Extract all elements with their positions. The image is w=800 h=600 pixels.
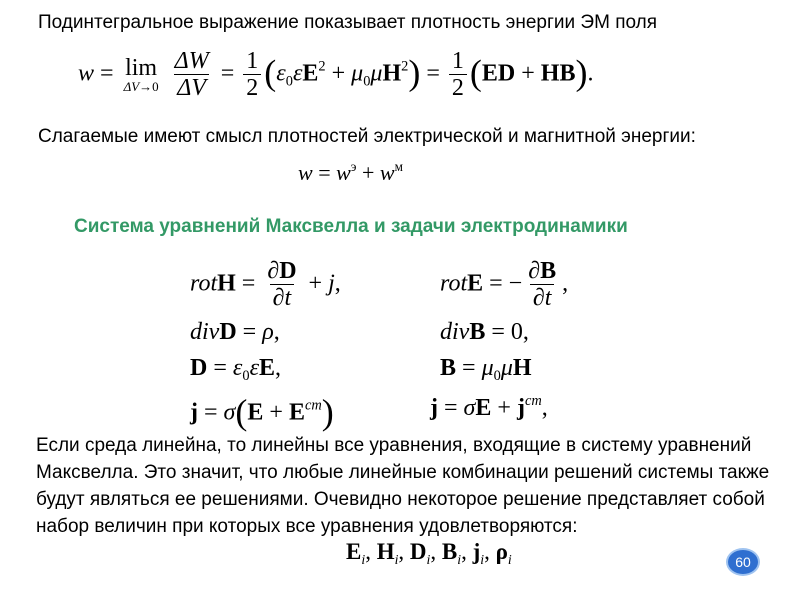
div-b-equation: divB = 0, — [440, 319, 529, 345]
rot-h-equation: rotH = $\frac{\partial D}{\partial t}$ + j, — [190, 258, 341, 312]
solution-set-formula: $E_i$, $H_i$, $D_i$, $B_i$, $j_i$, $\rho_i$ — [346, 539, 512, 567]
section-heading: Система уравнений Максвелла и задачи электродинамики — [74, 216, 628, 237]
rot-e-equation: rotE = − $\frac{\partial B}{\partial t}$ , — [440, 258, 569, 312]
page-number-badge: 60 — [726, 548, 760, 576]
j-relation-2: $j = \sigma E + j^{cm}$, — [430, 393, 548, 422]
b-relation: $B = \mu_0\mu H$ — [440, 355, 532, 385]
energy-density-formula: w = lim ΔV→0 $\frac{\Delta W}{\Delta V}$ = $\frac{1}{2}$ $(\varepsilon_0\varepsilon E^2 + \mu_0\mu H^2)$ = $\frac{1}{2}$ (ED + HB). — [78, 48, 594, 102]
slide-title: Подинтегральное выражение показывает плотность энергии ЭМ поля — [38, 12, 658, 33]
div-d-equation: divD = ρ, — [190, 319, 280, 345]
slide-subtitle: Слагаемые имеют смысл плотностей электрической и магнитной энергии: — [38, 126, 696, 147]
d-relation: $D = \varepsilon_0\varepsilon E$, — [190, 355, 282, 385]
paragraph: Если среда линейна, то линейны все уравнения, входящие в систему уравнений Максвелла. Это значит, что любые линейные комбинации решений системы также будут являться ее решениями. Очевидно некоторое решение представляет собой набор величин при которых все уравнения удовлетворяются: — [36, 435, 770, 537]
energy-split-formula: $w = w^э + w^м$ — [298, 159, 403, 186]
j-relation-1: $j = \sigma(E + E^{cm})$ — [190, 392, 334, 432]
